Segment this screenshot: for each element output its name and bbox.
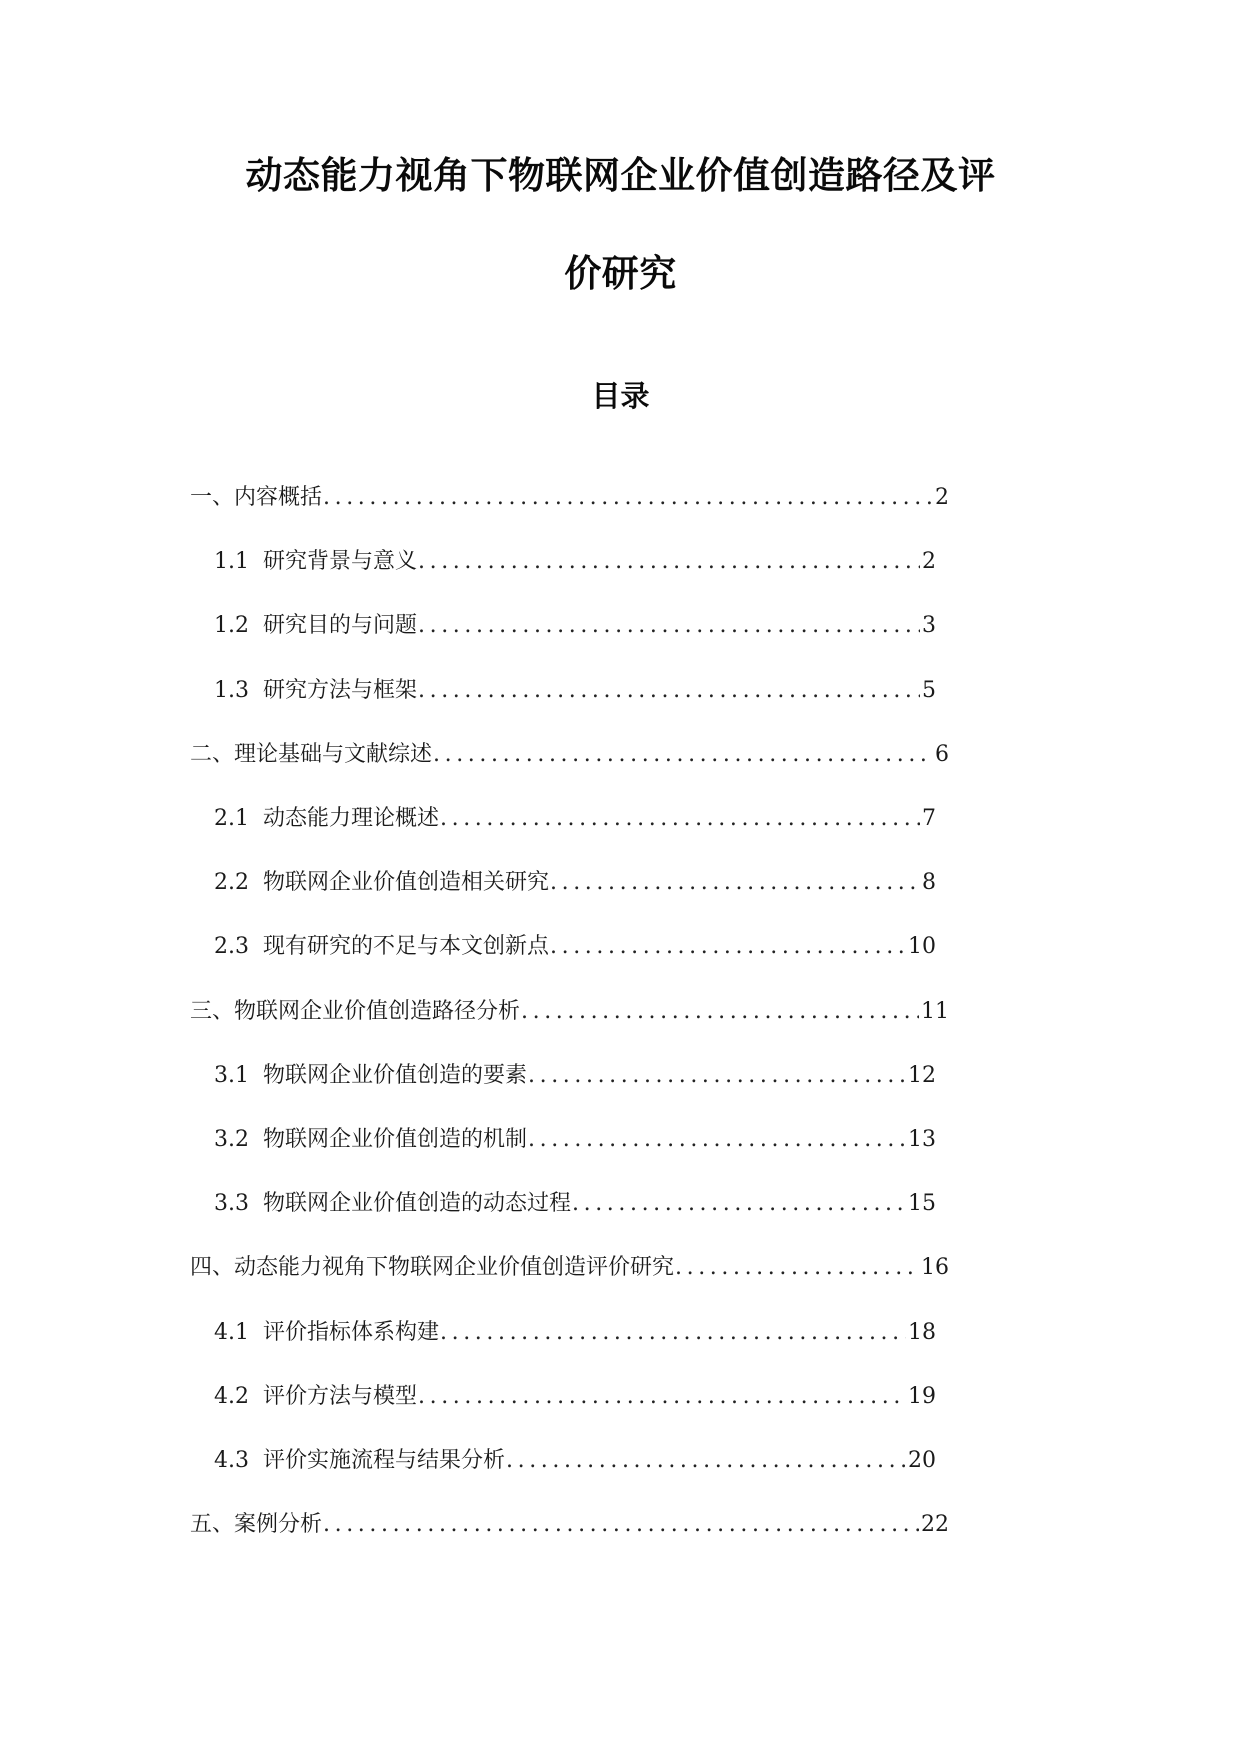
- toc-entry-label: 现有研究的不足与本文创新点: [263, 934, 550, 959]
- toc-section-entry[interactable]: [214, 1316, 936, 1350]
- toc-entry-label: 物联网企业价值创造的动态过程: [263, 1191, 572, 1216]
- toc-page-number: 16: [921, 1255, 949, 1280]
- toc-chapter-entry[interactable]: [190, 481, 949, 515]
- toc-dot-leader: [506, 1444, 906, 1478]
- toc-entry-label: 一、内容概括: [190, 485, 323, 510]
- toc-entry-label: 四、动态能力视角下物联网企业价值创造评价研究: [190, 1255, 675, 1280]
- toc-section-entry[interactable]: [214, 1187, 936, 1221]
- toc-entry-number: 1.3: [214, 678, 249, 703]
- toc-entry-label: 研究背景与意义: [263, 549, 418, 574]
- toc-page-number: 2: [935, 485, 949, 510]
- toc-entry-number: 4.3: [214, 1448, 249, 1473]
- toc-entry-number: 3.1: [214, 1063, 249, 1088]
- toc-entry-label: 二、理论基础与文献综述: [190, 742, 433, 767]
- toc-entry-label: 评价实施流程与结果分析: [263, 1448, 506, 1473]
- toc-dot-leader: [433, 738, 933, 772]
- toc-entry-number: 4.2: [214, 1384, 249, 1409]
- toc-entry-number: 3.2: [214, 1127, 249, 1152]
- toc-entry-number: 3.3: [214, 1191, 249, 1216]
- toc-dot-leader: [675, 1251, 919, 1285]
- toc-page-number: 12: [908, 1063, 936, 1088]
- toc-entry-label: 研究方法与框架: [263, 678, 418, 703]
- toc-dot-leader: [418, 1380, 906, 1414]
- toc-chapter-entry[interactable]: [190, 995, 949, 1029]
- toc-page-number: 19: [908, 1384, 936, 1409]
- toc-entry-label: 评价指标体系构建: [263, 1320, 440, 1345]
- toc-page-number: 20: [908, 1448, 936, 1473]
- toc-dot-leader: [528, 1059, 906, 1093]
- document-title-continued: 价研究: [564, 251, 677, 295]
- toc-dot-leader: [521, 995, 919, 1029]
- toc-dot-leader: [418, 545, 920, 579]
- toc-entry-label: 研究目的与问题: [263, 613, 418, 638]
- toc-dot-leader: [418, 609, 920, 643]
- toc-page-number: 13: [908, 1127, 936, 1152]
- toc-entry-label: 物联网企业价值创造的要素: [263, 1063, 528, 1088]
- toc-chapter-entry[interactable]: [190, 738, 949, 772]
- toc-section-entry[interactable]: [214, 802, 936, 836]
- toc-section-entry[interactable]: [214, 545, 936, 579]
- toc-chapter-entry[interactable]: [190, 1508, 949, 1542]
- toc-section-entry[interactable]: [214, 1123, 936, 1157]
- toc-dot-leader: [440, 1316, 906, 1350]
- toc-entry-label: 评价方法与模型: [263, 1384, 418, 1409]
- toc-section-entry[interactable]: [214, 1059, 936, 1093]
- toc-entry-label: 五、案例分析: [190, 1512, 323, 1537]
- toc-section-entry[interactable]: [214, 674, 936, 708]
- toc-page-number: 10: [908, 934, 936, 959]
- toc-entry-label: 三、物联网企业价值创造路径分析: [190, 999, 521, 1024]
- document-title: 动态能力视角下物联网企业价值创造路径及评: [245, 153, 996, 197]
- toc-section-entry[interactable]: [214, 930, 936, 964]
- toc-page-number: 22: [921, 1512, 949, 1537]
- toc-section-entry[interactable]: [214, 1380, 936, 1414]
- toc-dot-leader: [550, 930, 906, 964]
- toc-page-number: 3: [922, 613, 936, 638]
- toc-dot-leader: [550, 866, 920, 900]
- toc-dot-leader: [323, 1508, 919, 1542]
- toc-entry-number: 2.3: [214, 934, 249, 959]
- toc-heading: 目录: [591, 379, 650, 413]
- toc-entry-number: 1.2: [214, 613, 249, 638]
- toc-page-number: 18: [908, 1320, 936, 1345]
- toc-dot-leader: [440, 802, 920, 836]
- toc-dot-leader: [418, 674, 920, 708]
- toc-entry-number: 2.1: [214, 806, 249, 831]
- toc-entry-label: 物联网企业价值创造相关研究: [263, 870, 550, 895]
- toc-page-number: 5: [922, 678, 936, 703]
- toc-entry-label: 动态能力理论概述: [263, 806, 440, 831]
- toc-entry-number: 4.1: [214, 1320, 249, 1345]
- toc-page-number: 7: [922, 806, 936, 831]
- toc-page-number: 15: [908, 1191, 936, 1216]
- toc-section-entry[interactable]: [214, 1444, 936, 1478]
- toc-page-number: 2: [922, 549, 936, 574]
- toc-section-entry[interactable]: [214, 609, 936, 643]
- toc-page-number: 11: [921, 999, 949, 1024]
- toc-section-entry[interactable]: [214, 866, 936, 900]
- toc-page-number: 6: [935, 742, 949, 767]
- toc-dot-leader: [528, 1123, 906, 1157]
- toc-page-number: 8: [922, 870, 936, 895]
- toc-dot-leader: [323, 481, 933, 515]
- toc-dot-leader: [572, 1187, 906, 1221]
- toc-entry-label: 物联网企业价值创造的机制: [263, 1127, 528, 1152]
- toc-chapter-entry[interactable]: [190, 1251, 949, 1285]
- toc-entry-number: 2.2: [214, 870, 249, 895]
- toc-entry-number: 1.1: [214, 549, 249, 574]
